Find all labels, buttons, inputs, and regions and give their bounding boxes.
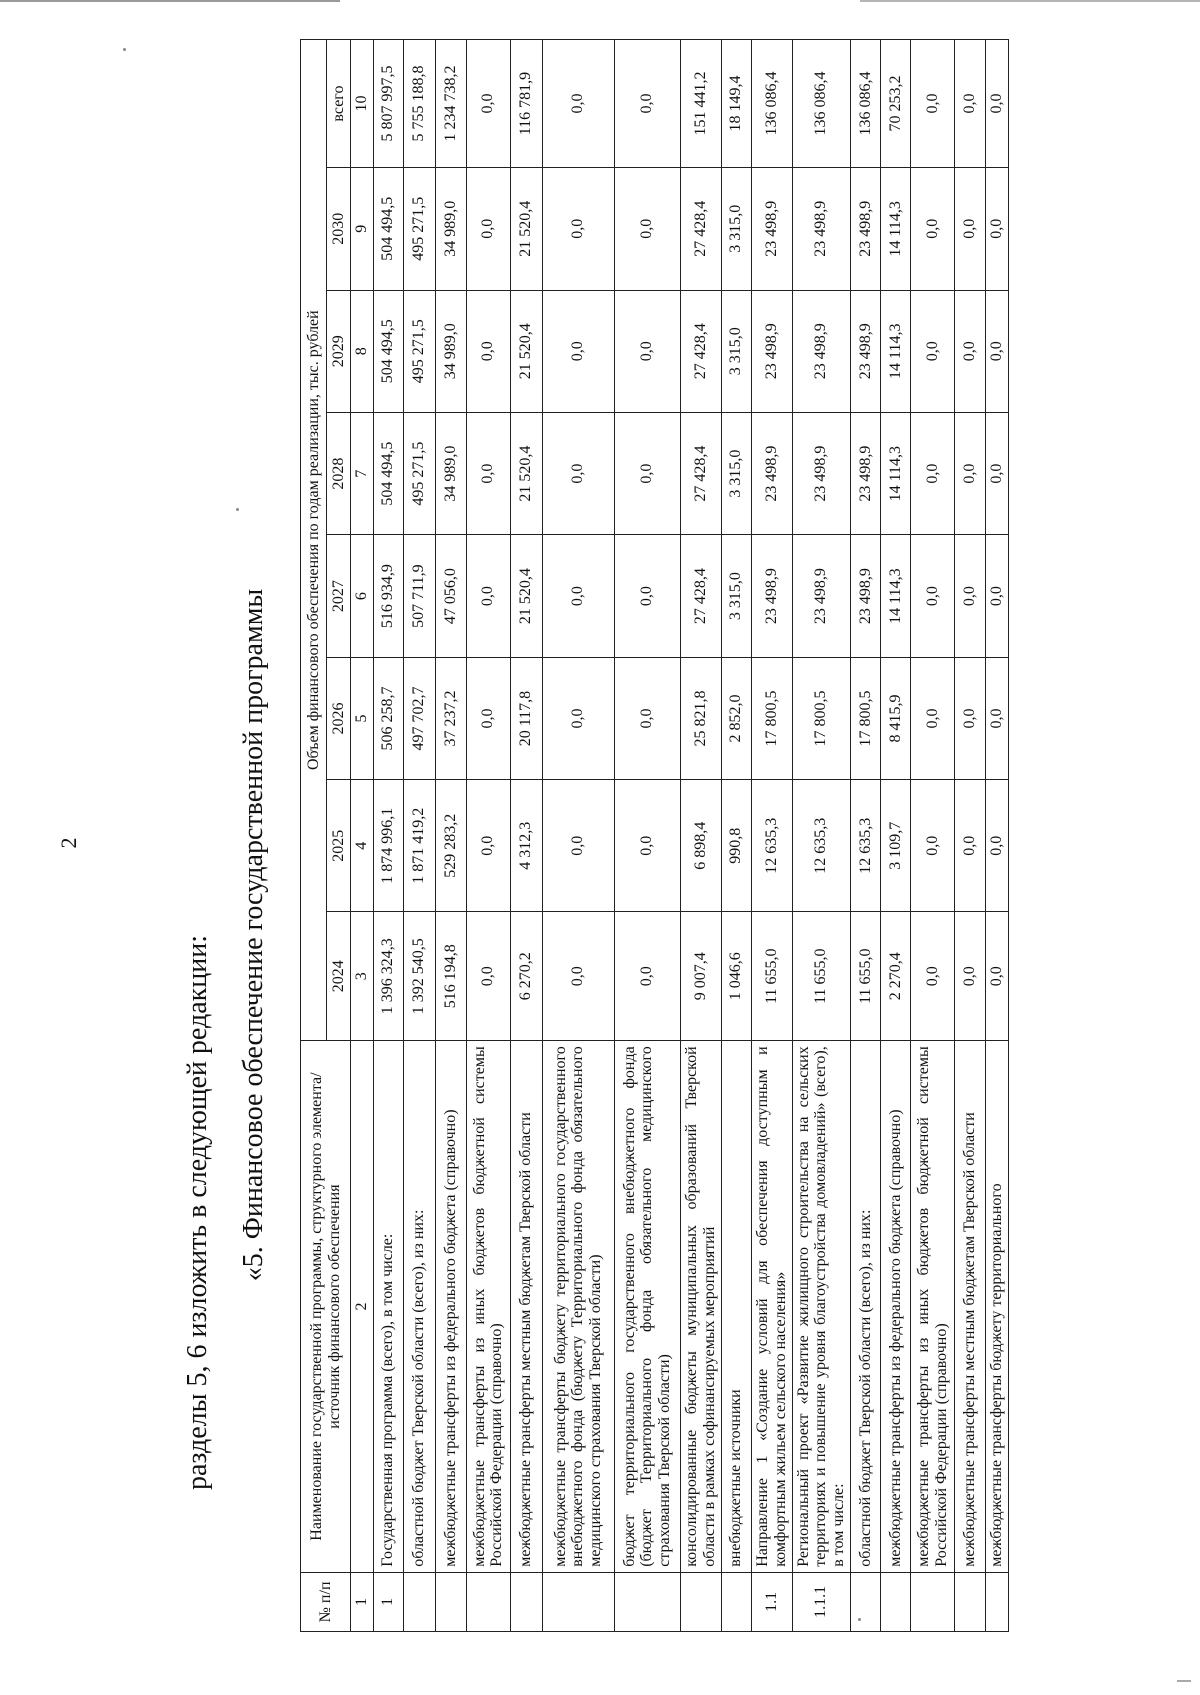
row-value: 12 635,3 — [792, 780, 851, 912]
row-total: 0,0 — [542, 40, 614, 168]
row-value: 3 315,0 — [721, 168, 751, 290]
index-cell: 7 — [351, 412, 374, 534]
row-value: 0,0 — [542, 412, 614, 534]
row-total: 116 781,9 — [510, 40, 542, 168]
table-row — [614, 40, 680, 1632]
row-name: Региональный проект «Развитие жилищного строительства на сельских территориях и повышение уровня благоустройства домовладений» (всего), в том числе: — [792, 1041, 851, 1573]
row-value: 0,0 — [911, 535, 955, 657]
row-number — [881, 1572, 911, 1631]
row-value: 495 271,5 — [403, 412, 435, 534]
row-name: областной бюджет Тверской области (всего), из них: — [403, 1041, 435, 1573]
row-value: 0,0 — [986, 912, 1009, 1041]
row-value: 20 117,8 — [510, 657, 542, 779]
row-number — [851, 1572, 881, 1631]
row-value: 0,0 — [466, 780, 510, 912]
row-value: 0,0 — [542, 912, 614, 1041]
table-row — [466, 40, 510, 1632]
table-row — [851, 40, 881, 1632]
table-row — [792, 40, 851, 1632]
row-value: 0,0 — [466, 168, 510, 290]
row-value: 9 007,4 — [680, 912, 721, 1041]
index-cell: 6 — [351, 535, 374, 657]
row-number — [721, 1572, 751, 1631]
row-value: 0,0 — [614, 535, 680, 657]
row-value: 37 237,2 — [435, 657, 466, 779]
row-value: 23 498,9 — [751, 290, 792, 412]
row-value: 6 898,4 — [680, 780, 721, 912]
row-value: 23 498,9 — [751, 412, 792, 534]
row-value: 504 494,5 — [373, 168, 403, 290]
row-value: 516 194,8 — [435, 912, 466, 1041]
row-value: 27 428,4 — [680, 168, 721, 290]
row-value: 504 494,5 — [373, 290, 403, 412]
row-value: 34 989,0 — [435, 168, 466, 290]
index-cell: 9 — [351, 168, 374, 290]
row-value: 14 114,3 — [881, 290, 911, 412]
index-cell: 3 — [351, 912, 374, 1041]
row-value: 14 114,3 — [881, 535, 911, 657]
table-row — [510, 40, 542, 1632]
row-name: внебюджетные источники — [721, 1041, 751, 1573]
row-number — [955, 1572, 986, 1631]
header-total: всего — [327, 40, 351, 168]
table-row — [911, 40, 955, 1632]
row-value: 0,0 — [955, 912, 986, 1041]
row-total: 136 086,4 — [851, 40, 881, 168]
header-volume: Объем финансового обеспечения по годам реализации, тыс. рублей — [301, 40, 327, 1041]
header-year: 2029 — [327, 290, 351, 412]
row-name: консолидированные бюджеты муниципальных образований Тверской области в рамках софинансируемых мероприятий — [680, 1041, 721, 1573]
row-value: 11 655,0 — [851, 912, 881, 1041]
row-value: 0,0 — [986, 168, 1009, 290]
row-total: 136 086,4 — [792, 40, 851, 168]
row-value: 21 520,4 — [510, 412, 542, 534]
row-name: межбюджетные трансферты бюджету территориального государственного внебюджетного фонда (бюджету Территориального фонда обязательного медицинского страхования Тверской области) — [542, 1041, 614, 1573]
table-row — [680, 40, 721, 1632]
row-name: областной бюджет Тверской области (всего), из них: — [851, 1041, 881, 1573]
row-total: 18 149,4 — [721, 40, 751, 168]
row-number — [680, 1572, 721, 1631]
row-total: 0,0 — [955, 40, 986, 168]
row-value: 1 874 996,1 — [373, 780, 403, 912]
index-cell: 5 — [351, 657, 374, 779]
index-cell: 4 — [351, 780, 374, 912]
row-name: межбюджетные трансферты местным бюджетам Тверской области — [955, 1041, 986, 1573]
row-number — [614, 1572, 680, 1631]
header-name: Наименование государственной программы, структурного элемента/источник финансового обеспечения — [301, 1041, 351, 1573]
table-row — [542, 40, 614, 1632]
index-row — [351, 40, 374, 1632]
page-number: 2 — [56, 837, 81, 849]
index-cell: 1 — [351, 1572, 374, 1631]
row-number — [435, 1572, 466, 1631]
row-total: 136 086,4 — [751, 40, 792, 168]
row-number: 1 — [373, 1572, 403, 1631]
row-value: 23 498,9 — [851, 290, 881, 412]
row-value: 2 270,4 — [881, 912, 911, 1041]
row-value: 27 428,4 — [680, 290, 721, 412]
row-value: 17 800,5 — [792, 657, 851, 779]
index-cell: 8 — [351, 290, 374, 412]
row-value: 0,0 — [955, 657, 986, 779]
row-value: 0,0 — [955, 168, 986, 290]
row-value: 0,0 — [911, 168, 955, 290]
row-name: Направление 1 «Создание условий для обеспечения доступным и комфортным жильем сельского населения» — [751, 1041, 792, 1573]
row-value: 1 392 540,5 — [403, 912, 435, 1041]
row-value: 495 271,5 — [403, 290, 435, 412]
intro-text: разделы 5, 6 изложить в следующей редакции: — [182, 935, 213, 1490]
row-value: 529 283,2 — [435, 780, 466, 912]
row-value: 1 396 324,3 — [373, 912, 403, 1041]
row-value: 34 989,0 — [435, 412, 466, 534]
table-row — [881, 40, 911, 1632]
row-name: межбюджетные трансферты из иных бюджетов бюджетной системы Российской Федерации (справочно) — [911, 1041, 955, 1573]
index-cell: 2 — [351, 1041, 374, 1573]
row-value: 0,0 — [986, 535, 1009, 657]
row-value: 11 655,0 — [751, 912, 792, 1041]
row-number — [466, 1572, 510, 1631]
row-value: 23 498,9 — [851, 168, 881, 290]
table-row — [986, 40, 1009, 1632]
row-value: 21 520,4 — [510, 168, 542, 290]
row-value: 2 852,0 — [721, 657, 751, 779]
row-value: 990,8 — [721, 780, 751, 912]
row-value: 3 315,0 — [721, 535, 751, 657]
row-value: 0,0 — [466, 412, 510, 534]
row-value: 0,0 — [614, 412, 680, 534]
row-value: 504 494,5 — [373, 412, 403, 534]
table-row — [373, 40, 403, 1632]
row-value: 3 315,0 — [721, 412, 751, 534]
row-value: 1 046,6 — [721, 912, 751, 1041]
table-row — [403, 40, 435, 1632]
row-value: 0,0 — [614, 290, 680, 412]
row-total: 0,0 — [466, 40, 510, 168]
row-value: 0,0 — [542, 657, 614, 779]
row-value: 0,0 — [911, 912, 955, 1041]
row-value: 0,0 — [911, 412, 955, 534]
table-row — [955, 40, 986, 1632]
row-value: 0,0 — [955, 412, 986, 534]
row-value: 497 702,7 — [403, 657, 435, 779]
row-value: 23 498,9 — [751, 535, 792, 657]
row-value: 0,0 — [466, 290, 510, 412]
row-value: 0,0 — [986, 657, 1009, 779]
table-row — [435, 40, 466, 1632]
row-value: 47 056,0 — [435, 535, 466, 657]
row-value: 0,0 — [911, 290, 955, 412]
header-year: 2026 — [327, 657, 351, 779]
row-total: 5 755 188,8 — [403, 40, 435, 168]
row-value: 506 258,7 — [373, 657, 403, 779]
row-name: Государственная программа (всего), в том числе: — [373, 1041, 403, 1573]
row-value: 23 498,9 — [851, 412, 881, 534]
row-value: 0,0 — [986, 290, 1009, 412]
row-value: 21 520,4 — [510, 535, 542, 657]
row-value: 0,0 — [986, 780, 1009, 912]
financing-table — [300, 39, 1009, 1632]
row-value: 3 109,7 — [881, 780, 911, 912]
row-value: 1 871 419,2 — [403, 780, 435, 912]
row-value: 21 520,4 — [510, 290, 542, 412]
row-value: 23 498,9 — [751, 168, 792, 290]
row-value: 34 989,0 — [435, 290, 466, 412]
row-value: 0,0 — [614, 912, 680, 1041]
table-row — [751, 40, 792, 1632]
header-year: 2025 — [327, 780, 351, 912]
row-value: 0,0 — [986, 412, 1009, 534]
row-value: 11 655,0 — [792, 912, 851, 1041]
row-value: 17 800,5 — [851, 657, 881, 779]
row-value: 23 498,9 — [792, 290, 851, 412]
row-value: 507 711,9 — [403, 535, 435, 657]
row-value: 23 498,9 — [792, 535, 851, 657]
row-value: 0,0 — [542, 168, 614, 290]
row-value: 0,0 — [466, 912, 510, 1041]
row-number — [510, 1572, 542, 1631]
row-value: 23 498,9 — [851, 535, 881, 657]
row-number: 1.1 — [751, 1572, 792, 1631]
header-year: 2030 — [327, 168, 351, 290]
row-value: 17 800,5 — [751, 657, 792, 779]
row-value: 14 114,3 — [881, 168, 911, 290]
row-total: 151 441,2 — [680, 40, 721, 168]
row-number — [542, 1572, 614, 1631]
row-value: 0,0 — [955, 535, 986, 657]
row-value: 0,0 — [614, 780, 680, 912]
header-year: 2027 — [327, 535, 351, 657]
row-number — [911, 1572, 955, 1631]
row-number: 1.1.1 — [792, 1572, 851, 1631]
row-value: 0,0 — [911, 657, 955, 779]
row-value: 12 635,3 — [851, 780, 881, 912]
section-title: «5. Финансовое обеспечение государственной программы — [238, 588, 269, 1282]
index-cell: 10 — [351, 40, 374, 168]
row-value: 14 114,3 — [881, 412, 911, 534]
row-value: 0,0 — [955, 780, 986, 912]
row-value: 25 821,8 — [680, 657, 721, 779]
row-total: 0,0 — [614, 40, 680, 168]
row-name: межбюджетные трансферты из федерального бюджета (справочно) — [435, 1041, 466, 1573]
row-value: 27 428,4 — [680, 535, 721, 657]
row-value: 0,0 — [466, 535, 510, 657]
row-value: 0,0 — [542, 535, 614, 657]
row-name: межбюджетные трансферты бюджету территориального — [986, 1041, 1009, 1573]
row-value: 516 934,9 — [373, 535, 403, 657]
header-no: № п/п — [301, 1572, 351, 1631]
header-year: 2024 — [327, 912, 351, 1041]
row-value: 0,0 — [614, 657, 680, 779]
row-value: 27 428,4 — [680, 412, 721, 534]
row-value: 3 315,0 — [721, 290, 751, 412]
row-value: 8 415,9 — [881, 657, 911, 779]
row-value: 0,0 — [955, 290, 986, 412]
row-name: бюджет территориального государственного внебюджетного фонда (бюджет Территориального фонда обязательного медицинского страхования Тверской области) — [614, 1041, 680, 1573]
row-total: 0,0 — [911, 40, 955, 168]
row-value: 0,0 — [911, 780, 955, 912]
row-name: межбюджетные трансферты местным бюджетам Тверской области — [510, 1041, 542, 1573]
row-value: 6 270,2 — [510, 912, 542, 1041]
row-number — [403, 1572, 435, 1631]
row-value: 0,0 — [542, 780, 614, 912]
row-total: 1 234 738,2 — [435, 40, 466, 168]
row-number — [986, 1572, 1009, 1631]
row-value: 495 271,5 — [403, 168, 435, 290]
row-value: 0,0 — [614, 168, 680, 290]
row-total: 70 253,2 — [881, 40, 911, 168]
row-value: 23 498,9 — [792, 412, 851, 534]
row-value: 0,0 — [542, 290, 614, 412]
row-value: 12 635,3 — [751, 780, 792, 912]
row-value: 23 498,9 — [792, 168, 851, 290]
row-total: 5 807 997,5 — [373, 40, 403, 168]
row-name: межбюджетные трансферты из иных бюджетов бюджетной системы Российской Федерации (справочно) — [466, 1041, 510, 1573]
table-body — [351, 40, 1009, 1632]
header-year: 2028 — [327, 412, 351, 534]
row-value: 4 312,3 — [510, 780, 542, 912]
row-name: межбюджетные трансферты из федерального бюджета (справочно) — [881, 1041, 911, 1573]
table-row — [721, 40, 751, 1632]
row-total: 0,0 — [986, 40, 1009, 168]
row-value: 0,0 — [466, 657, 510, 779]
